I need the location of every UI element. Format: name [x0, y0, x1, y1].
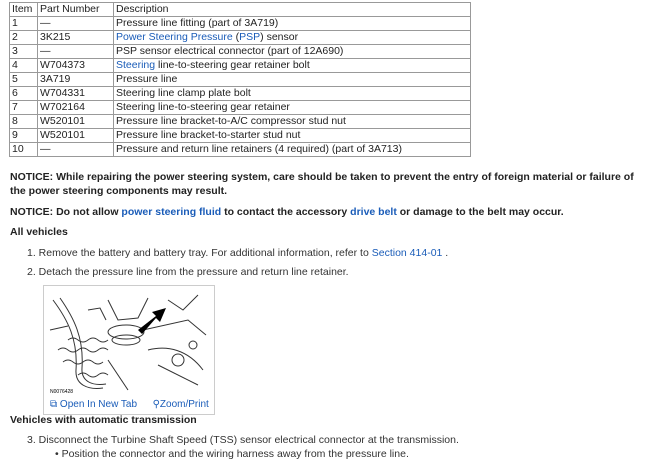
cell-item: 1	[10, 17, 38, 31]
parts-table	[9, 2, 471, 157]
cell-part: W704373	[38, 59, 114, 73]
step-2: 2. Detach the pressure line from the pressure and return line retainer.	[27, 266, 349, 278]
bullet-item: • Position the connector and the wiring harness away from the pressure line.	[55, 448, 409, 460]
cell-item: 6	[10, 87, 38, 101]
figure-id: N0076428	[50, 389, 74, 395]
header-part-number: Part Number	[38, 3, 114, 17]
open-tab-icon[interactable]: ⧉	[50, 399, 58, 410]
table-row	[10, 31, 471, 45]
table-row	[10, 129, 471, 143]
notice2-prefix: NOTICE: Do not allow	[10, 206, 122, 218]
cell-item: 9	[10, 129, 38, 143]
section-414-01-link[interactable]: Section 414-01	[371, 247, 443, 259]
cell-item: 3	[10, 45, 38, 59]
table-row	[10, 17, 471, 31]
cell-desc: Pressure line bracket-to-A/C compressor stud nut	[114, 115, 471, 129]
step1-tail: .	[442, 247, 449, 259]
header-description: Description	[114, 3, 471, 17]
desc-tail: ) sensor	[260, 31, 299, 43]
cell-desc: Pressure and return line retainers (4 required) (part of 3A713)	[114, 143, 471, 157]
cell-item: 7	[10, 101, 38, 115]
illustration-figure	[43, 285, 215, 415]
header-item: Item	[10, 3, 38, 17]
psp-link[interactable]: Power Steering Pressure	[116, 31, 233, 43]
cell-desc: Pressure line fitting (part of 3A719)	[114, 17, 471, 31]
cell-item: 8	[10, 115, 38, 129]
step-1	[27, 247, 448, 259]
steering-link[interactable]: Steering	[116, 59, 156, 71]
notice2-suffix: or damage to the belt may occur.	[396, 206, 564, 218]
heading-all-vehicles: All vehicles	[10, 226, 68, 238]
cell-desc: Pressure line bracket-to-starter stud nut	[114, 129, 471, 143]
desc-mid: (	[232, 31, 240, 43]
table-row	[10, 101, 471, 115]
table-row	[10, 115, 471, 129]
power-steering-fluid-link[interactable]: power steering fluid	[121, 206, 222, 218]
zoom-print-link[interactable]: Zoom/Print	[159, 399, 209, 410]
cell-desc: PSP sensor electrical connector (part of 12A690)	[114, 45, 471, 59]
zoom-icon[interactable]: ⚲	[152, 399, 160, 410]
cell-desc	[114, 59, 471, 73]
cell-item: 4	[10, 59, 38, 73]
table-row	[10, 45, 471, 59]
cell-part: —	[38, 45, 114, 59]
desc-tail: line-to-steering gear retainer bolt	[155, 59, 310, 71]
cell-item: 5	[10, 73, 38, 87]
notice-fluid	[10, 205, 635, 219]
heading-automatic-transmission: Vehicles with automatic transmission	[10, 414, 197, 426]
cell-part: W520101	[38, 129, 114, 143]
step-3: 3. Disconnect the Turbine Shaft Speed (TSS) sensor electrical connector at the transmission.	[27, 434, 459, 446]
cell-part: 3A719	[38, 73, 114, 87]
cell-part: W520101	[38, 115, 114, 129]
table-row	[10, 73, 471, 87]
cell-desc	[114, 31, 471, 45]
cell-part: —	[38, 17, 114, 31]
cell-part: —	[38, 143, 114, 157]
notice1-text: NOTICE: While repairing the power steering system, care should be taken to prevent the entry of foreign material or failure of the power steering components may result.	[10, 171, 634, 197]
cell-desc: Steering line clamp plate bolt	[114, 87, 471, 101]
table-row	[10, 87, 471, 101]
psp-abbr-link[interactable]: PSP	[239, 31, 261, 43]
step1-text: 1. Remove the battery and battery tray. For additional information, refer to	[27, 247, 372, 259]
cell-desc: Steering line-to-steering gear retainer	[114, 101, 471, 115]
table-header-row	[10, 3, 471, 17]
cell-item: 10	[10, 143, 38, 157]
open-in-new-tab-link[interactable]: Open In New Tab	[59, 399, 138, 410]
cell-item: 2	[10, 31, 38, 45]
cell-part: W702164	[38, 101, 114, 115]
cell-part: 3K215	[38, 31, 114, 45]
cell-part: W704331	[38, 87, 114, 101]
table-row	[10, 143, 471, 157]
drive-belt-link[interactable]: drive belt	[350, 206, 397, 218]
engine-illustration	[48, 290, 210, 396]
notice-foreign-material	[10, 170, 635, 198]
table-row	[10, 59, 471, 73]
notice2-mid: to contact the accessory	[221, 206, 351, 218]
cell-desc: Pressure line	[114, 73, 471, 87]
figure-links	[50, 399, 209, 410]
bullet1-text: Position the connector and the wiring harness away from the pressure line.	[61, 448, 409, 460]
